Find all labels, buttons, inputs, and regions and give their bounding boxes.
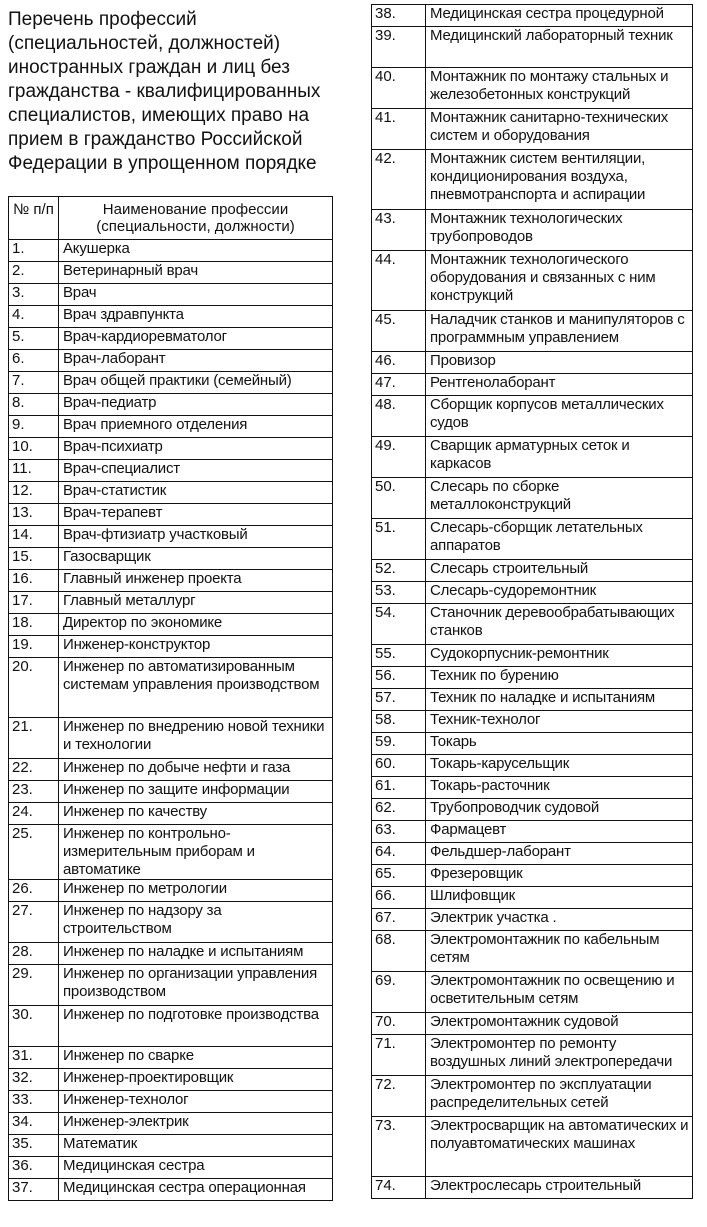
row-number: 60. bbox=[372, 755, 426, 777]
table-row bbox=[9, 1091, 333, 1113]
table-row bbox=[9, 1113, 333, 1135]
table-row bbox=[372, 1035, 693, 1076]
table-row bbox=[372, 887, 693, 909]
table-row bbox=[372, 109, 693, 150]
row-number: 9. bbox=[9, 416, 59, 438]
table-row bbox=[372, 777, 693, 799]
table-row bbox=[372, 519, 693, 560]
table-row bbox=[372, 711, 693, 733]
row-number: 33. bbox=[9, 1091, 59, 1113]
row-number: 21. bbox=[9, 718, 59, 759]
professions-table-right bbox=[371, 4, 693, 1199]
profession-name: Газосварщик bbox=[59, 548, 333, 570]
profession-name: Врач-специалист bbox=[59, 460, 333, 482]
row-number: 22. bbox=[9, 759, 59, 781]
row-number: 67. bbox=[372, 909, 426, 931]
table-row bbox=[9, 1069, 333, 1091]
profession-name: Фельдшер-лаборант bbox=[426, 843, 693, 865]
row-number: 72. bbox=[372, 1076, 426, 1117]
profession-name: Слесарь-сборщик летательных аппаратов bbox=[426, 519, 693, 560]
table-row bbox=[9, 658, 333, 718]
table-row bbox=[372, 374, 693, 396]
profession-name: Электромонтер по эксплуатации распределительных сетей bbox=[426, 1076, 693, 1117]
profession-name: Главный инженер проекта bbox=[59, 570, 333, 592]
row-number: 57. bbox=[372, 689, 426, 711]
table-row bbox=[372, 604, 693, 645]
profession-name: Монтажник систем вентиляции, кондиционирования воздуха, пневмотранспорта и аспирации bbox=[426, 150, 693, 210]
profession-name: Электромонтер по ремонту воздушных линий электропередачи bbox=[426, 1035, 693, 1076]
row-number: 12. bbox=[9, 482, 59, 504]
table-row bbox=[9, 825, 333, 880]
table-row bbox=[372, 311, 693, 352]
table-header-row bbox=[9, 197, 333, 240]
row-number: 48. bbox=[372, 396, 426, 437]
row-number: 14. bbox=[9, 526, 59, 548]
profession-name: Инженер-проектировщик bbox=[59, 1069, 333, 1091]
profession-name: Судокорпусник-ремонтник bbox=[426, 645, 693, 667]
profession-name: Монтажник санитарно-технических систем и оборудования bbox=[426, 109, 693, 150]
table-row bbox=[372, 909, 693, 931]
row-number: 49. bbox=[372, 437, 426, 478]
profession-name: Токарь-карусельщик bbox=[426, 755, 693, 777]
profession-name: Техник по бурению bbox=[426, 667, 693, 689]
profession-name: Сварщик арматурных сеток и каркасов bbox=[426, 437, 693, 478]
row-number: 54. bbox=[372, 604, 426, 645]
row-number: 28. bbox=[9, 943, 59, 965]
profession-name: Шлифовщик bbox=[426, 887, 693, 909]
profession-name: Врач-кардиоревматолог bbox=[59, 328, 333, 350]
profession-name: Инженер по подготовке производства bbox=[59, 1006, 333, 1047]
profession-name: Инженер по наладке и испытаниям bbox=[59, 943, 333, 965]
table-row bbox=[9, 306, 333, 328]
profession-name: Врач-лаборант bbox=[59, 350, 333, 372]
table-row bbox=[9, 284, 333, 306]
profession-name: Инженер по метрологии bbox=[59, 880, 333, 902]
table-row bbox=[9, 902, 333, 943]
row-number: 39. bbox=[372, 27, 426, 68]
profession-name: Медицинская сестра bbox=[59, 1157, 333, 1179]
row-number: 53. bbox=[372, 582, 426, 604]
table-row bbox=[9, 394, 333, 416]
profession-name: Наладчик станков и манипуляторов с программным управлением bbox=[426, 311, 693, 352]
row-number: 37. bbox=[9, 1179, 59, 1201]
profession-name: Врач bbox=[59, 284, 333, 306]
table-row bbox=[9, 1157, 333, 1179]
table-row bbox=[9, 759, 333, 781]
table-row bbox=[372, 667, 693, 689]
row-number: 59. bbox=[372, 733, 426, 755]
table-row bbox=[9, 1047, 333, 1069]
profession-name: Врач-фтизиатр участковый bbox=[59, 526, 333, 548]
row-number: 5. bbox=[9, 328, 59, 350]
table-row bbox=[372, 560, 693, 582]
table-row bbox=[372, 972, 693, 1013]
row-number: 24. bbox=[9, 803, 59, 825]
table-row bbox=[372, 68, 693, 109]
profession-name: Техник по наладке и испытаниям bbox=[426, 689, 693, 711]
row-number: 44. bbox=[372, 251, 426, 311]
table-row bbox=[9, 460, 333, 482]
row-number: 41. bbox=[372, 109, 426, 150]
table-row bbox=[372, 478, 693, 519]
page-title: Перечень профессий (специальностей, должностей) иностранных граждан и лиц без гражданства - квалифицированных специалистов, имеющих право на прием в гражданство Российской Федерации в упрощенном порядке bbox=[8, 9, 321, 174]
row-number: 74. bbox=[372, 1177, 426, 1199]
profession-name: Директор по экономике bbox=[59, 614, 333, 636]
row-number: 25. bbox=[9, 825, 59, 880]
profession-name: Инженер по защите информации bbox=[59, 781, 333, 803]
table-row bbox=[9, 781, 333, 803]
professions-table-left bbox=[8, 196, 333, 1201]
profession-name: Инженер по автоматизированным системам управления производством bbox=[59, 658, 333, 718]
table-row bbox=[372, 150, 693, 210]
table-row bbox=[372, 1013, 693, 1035]
row-number: 7. bbox=[9, 372, 59, 394]
profession-name: Электромонтажник по освещению и осветительным сетям bbox=[426, 972, 693, 1013]
row-number: 56. bbox=[372, 667, 426, 689]
profession-name: Врач-терапевт bbox=[59, 504, 333, 526]
row-number: 31. bbox=[9, 1047, 59, 1069]
profession-name: Медицинская сестра процедурной bbox=[426, 5, 693, 27]
profession-name: Фармацевт bbox=[426, 821, 693, 843]
profession-name: Электромонтажник по кабельным сетям bbox=[426, 931, 693, 972]
table-row bbox=[9, 504, 333, 526]
row-number: 29. bbox=[9, 965, 59, 1006]
profession-name: Медицинская сестра операционная bbox=[59, 1179, 333, 1201]
table-row bbox=[372, 1117, 693, 1177]
profession-name: Медицинский лабораторный техник bbox=[426, 27, 693, 68]
row-number: 4. bbox=[9, 306, 59, 328]
row-number: 23. bbox=[9, 781, 59, 803]
profession-name: Врач-психиатр bbox=[59, 438, 333, 460]
row-number: 70. bbox=[372, 1013, 426, 1035]
row-number: 17. bbox=[9, 592, 59, 614]
row-number: 16. bbox=[9, 570, 59, 592]
profession-name: Станочник деревообрабатывающих станков bbox=[426, 604, 693, 645]
row-number: 63. bbox=[372, 821, 426, 843]
table-row bbox=[9, 350, 333, 372]
profession-name: Главный металлург bbox=[59, 592, 333, 614]
header-number: № п/п bbox=[9, 197, 59, 240]
row-number: 13. bbox=[9, 504, 59, 526]
profession-name: Врач здравпункта bbox=[59, 306, 333, 328]
row-number: 30. bbox=[9, 1006, 59, 1047]
row-number: 71. bbox=[372, 1035, 426, 1076]
table-row bbox=[9, 416, 333, 438]
table-row bbox=[9, 526, 333, 548]
row-number: 15. bbox=[9, 548, 59, 570]
profession-name: Инженер по сварке bbox=[59, 1047, 333, 1069]
table-row bbox=[9, 1135, 333, 1157]
row-number: 66. bbox=[372, 887, 426, 909]
row-number: 11. bbox=[9, 460, 59, 482]
profession-name: Инженер по контрольно-измерительным приборам и автоматике bbox=[59, 825, 333, 880]
table-row bbox=[372, 931, 693, 972]
table-row bbox=[9, 570, 333, 592]
table-row bbox=[9, 614, 333, 636]
profession-name: Инженер по надзору за строительством bbox=[59, 902, 333, 943]
table-row bbox=[9, 438, 333, 460]
table-row bbox=[9, 1179, 333, 1201]
profession-name: Слесарь строительный bbox=[426, 560, 693, 582]
table-row bbox=[9, 372, 333, 394]
profession-name: Ветеринарный врач bbox=[59, 262, 333, 284]
profession-name: Врач-статистик bbox=[59, 482, 333, 504]
table-row bbox=[9, 718, 333, 759]
table-row bbox=[372, 733, 693, 755]
row-number: 43. bbox=[372, 210, 426, 251]
row-number: 32. bbox=[9, 1069, 59, 1091]
table-row bbox=[9, 880, 333, 902]
table-row bbox=[372, 437, 693, 478]
table-row bbox=[372, 27, 693, 68]
row-number: 47. bbox=[372, 374, 426, 396]
profession-name: Инженер по организации управления производством bbox=[59, 965, 333, 1006]
table-row bbox=[9, 1006, 333, 1047]
row-number: 55. bbox=[372, 645, 426, 667]
row-number: 42. bbox=[372, 150, 426, 210]
row-number: 27. bbox=[9, 902, 59, 943]
row-number: 73. bbox=[372, 1117, 426, 1177]
profession-name: Монтажник технологических трубопроводов bbox=[426, 210, 693, 251]
row-number: 1. bbox=[9, 240, 59, 262]
profession-name: Рентгенолаборант bbox=[426, 374, 693, 396]
table-row bbox=[372, 352, 693, 374]
row-number: 38. bbox=[372, 5, 426, 27]
profession-name: Инженер по внедрению новой техники и технологии bbox=[59, 718, 333, 759]
profession-name: Врач-педиатр bbox=[59, 394, 333, 416]
row-number: 46. bbox=[372, 352, 426, 374]
table-row bbox=[9, 803, 333, 825]
row-number: 69. bbox=[372, 972, 426, 1013]
table-row bbox=[372, 396, 693, 437]
profession-name: Инженер-технолог bbox=[59, 1091, 333, 1113]
profession-name: Фрезеровщик bbox=[426, 865, 693, 887]
profession-name: Электромонтажник судовой bbox=[426, 1013, 693, 1035]
profession-name: Монтажник технологического оборудования и связанных с ним конструкций bbox=[426, 251, 693, 311]
row-number: 35. bbox=[9, 1135, 59, 1157]
table-row bbox=[9, 943, 333, 965]
profession-name: Провизор bbox=[426, 352, 693, 374]
profession-name: Техник-технолог bbox=[426, 711, 693, 733]
table-row bbox=[372, 251, 693, 311]
table-row bbox=[9, 965, 333, 1006]
profession-name: Электрик участка . bbox=[426, 909, 693, 931]
table-row bbox=[372, 1076, 693, 1117]
table-row bbox=[372, 821, 693, 843]
row-number: 52. bbox=[372, 560, 426, 582]
table-row bbox=[9, 240, 333, 262]
profession-name: Монтажник по монтажу стальных и железобетонных конструкций bbox=[426, 68, 693, 109]
row-number: 61. bbox=[372, 777, 426, 799]
row-number: 3. bbox=[9, 284, 59, 306]
row-number: 34. bbox=[9, 1113, 59, 1135]
profession-name: Инженер по качеству bbox=[59, 803, 333, 825]
profession-name: Сборщик корпусов металлических судов bbox=[426, 396, 693, 437]
table-row bbox=[372, 865, 693, 887]
profession-name: Слесарь по сборке металлоконструкций bbox=[426, 478, 693, 519]
profession-name: Акушерка bbox=[59, 240, 333, 262]
table-row bbox=[372, 210, 693, 251]
row-number: 51. bbox=[372, 519, 426, 560]
table-row bbox=[372, 843, 693, 865]
profession-name: Врач приемного отделения bbox=[59, 416, 333, 438]
row-number: 20. bbox=[9, 658, 59, 718]
row-number: 19. bbox=[9, 636, 59, 658]
table-row bbox=[372, 799, 693, 821]
table-row bbox=[9, 548, 333, 570]
table-row bbox=[372, 689, 693, 711]
row-number: 36. bbox=[9, 1157, 59, 1179]
table-row bbox=[9, 592, 333, 614]
table-row bbox=[9, 482, 333, 504]
row-number: 62. bbox=[372, 799, 426, 821]
row-number: 18. bbox=[9, 614, 59, 636]
table-row bbox=[372, 1177, 693, 1199]
row-number: 26. bbox=[9, 880, 59, 902]
row-number: 10. bbox=[9, 438, 59, 460]
profession-name: Инженер-конструктор bbox=[59, 636, 333, 658]
row-number: 65. bbox=[372, 865, 426, 887]
header-profession-name: Наименование профессии (специальности, должности) bbox=[59, 197, 333, 240]
row-number: 50. bbox=[372, 478, 426, 519]
row-number: 8. bbox=[9, 394, 59, 416]
profession-name: Инженер по добыче нефти и газа bbox=[59, 759, 333, 781]
profession-name: Слесарь-судоремонтник bbox=[426, 582, 693, 604]
row-number: 6. bbox=[9, 350, 59, 372]
table-row bbox=[372, 755, 693, 777]
row-number: 58. bbox=[372, 711, 426, 733]
profession-name: Трубопроводчик судовой bbox=[426, 799, 693, 821]
profession-name: Инженер-электрик bbox=[59, 1113, 333, 1135]
profession-name: Токарь-расточник bbox=[426, 777, 693, 799]
table-row bbox=[372, 5, 693, 27]
row-number: 68. bbox=[372, 931, 426, 972]
row-number: 2. bbox=[9, 262, 59, 284]
row-number: 64. bbox=[372, 843, 426, 865]
profession-name: Токарь bbox=[426, 733, 693, 755]
profession-name: Врач общей практики (семейный) bbox=[59, 372, 333, 394]
profession-name: Электросварщик на автоматических и полуавтоматических машинах bbox=[426, 1117, 693, 1177]
profession-name: Математик bbox=[59, 1135, 333, 1157]
row-number: 45. bbox=[372, 311, 426, 352]
row-number: 40. bbox=[372, 68, 426, 109]
table-row bbox=[372, 582, 693, 604]
table-row bbox=[9, 636, 333, 658]
profession-name: Электрослесарь строительный bbox=[426, 1177, 693, 1199]
table-row bbox=[9, 262, 333, 284]
table-row bbox=[9, 328, 333, 350]
table-row bbox=[372, 645, 693, 667]
